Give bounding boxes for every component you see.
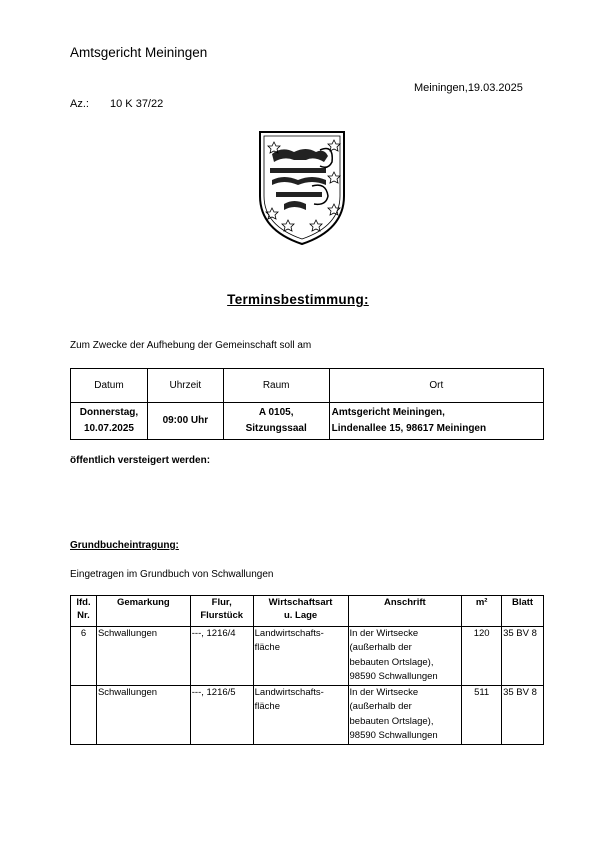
document-heading: Terminsbestimmung:: [227, 292, 369, 307]
header-lfd-1: lfd.: [76, 597, 91, 608]
cell-blatt: 35 BV 8: [502, 627, 544, 686]
cell-m2: 120: [462, 627, 502, 686]
intro-text: Zum Zwecke der Aufhebung der Gemeinschaft soll am: [70, 340, 312, 351]
land-header-row: [71, 596, 544, 627]
ort-line-2: Lindenallee 15, 98617 Meiningen: [331, 423, 487, 434]
header-lfd-2: Nr.: [77, 610, 90, 621]
wirtschaft-line-2: fläche: [254, 701, 280, 713]
case-reference: [70, 98, 163, 110]
anschrift-line-2: (außerhalb der: [349, 642, 412, 654]
cell-flur: ---, 1216/4: [190, 627, 253, 686]
cell-gemarkung: Schwallungen: [96, 686, 190, 745]
header-raum: Raum: [223, 369, 329, 403]
cell-blatt: 35 BV 8: [502, 686, 544, 745]
anschrift-line-1: In der Wirtsecke: [349, 628, 419, 639]
anschrift-line-4: 98590 Schwallungen: [349, 671, 438, 683]
cell-datum: [71, 403, 148, 440]
land-register-table: [70, 595, 544, 745]
az-label: Az.:: [70, 98, 89, 110]
cell-anschrift: [348, 686, 462, 745]
land-register-note: Eingetragen im Grundbuch von Schwallungen: [70, 569, 274, 580]
cell-uhrzeit: 09:00 Uhr: [147, 403, 223, 440]
header-datum: Datum: [71, 369, 148, 403]
wirtschaft-line-1: Landwirtschafts-: [254, 628, 324, 639]
table-row: [71, 686, 544, 745]
anschrift-line-4: 98590 Schwallungen: [349, 730, 438, 742]
cell-lfd: 6: [71, 627, 97, 686]
anschrift-line-2: (außerhalb der: [349, 701, 412, 713]
thuringia-coat-of-arms: [254, 126, 350, 248]
anschrift-line-3: bebauten Ortslage),: [349, 715, 434, 727]
header-wirtschaft-1: Wirtschaftsart: [268, 597, 333, 608]
table-row: [71, 627, 544, 686]
datum-line-1: Donnerstag,: [79, 407, 139, 418]
anschrift-line-3: bebauten Ortslage),: [349, 656, 434, 668]
wirtschaft-line-1: Landwirtschafts-: [254, 687, 324, 698]
cell-gemarkung: Schwallungen: [96, 627, 190, 686]
header-gemarkung: Gemarkung: [96, 596, 190, 627]
appointment-table: [70, 368, 544, 440]
raum-line-2: Sitzungssaal: [245, 423, 307, 434]
appointment-header-row: [71, 369, 544, 403]
court-title: Amtsgericht Meiningen: [70, 45, 208, 60]
cell-m2: 511: [462, 686, 502, 745]
raum-line-1: A 0105,: [258, 407, 294, 418]
header-flur: [190, 596, 253, 627]
cell-raum: [223, 403, 329, 440]
land-register-heading: Grundbucheintragung:: [70, 540, 179, 551]
auction-statement: öffentlich versteigert werden:: [70, 455, 211, 466]
ort-line-1: Amtsgericht Meiningen,: [331, 407, 445, 418]
header-wirtschaft-2: u. Lage: [283, 610, 318, 621]
cell-ort: [329, 403, 543, 440]
header-wirtschaftsart: [253, 596, 348, 627]
header-blatt: Blatt: [502, 596, 544, 627]
appointment-row: [71, 403, 544, 440]
cell-wirtschaftsart: [253, 627, 348, 686]
header-flur-2: Flurstück: [200, 610, 244, 621]
cell-lfd: [71, 686, 97, 745]
header-flur-1: Flur,: [211, 597, 232, 608]
header-m2: m²: [462, 596, 502, 627]
header-uhrzeit: Uhrzeit: [147, 369, 223, 403]
datum-line-2: 10.07.2025: [83, 423, 134, 434]
cell-flur: ---, 1216/5: [190, 686, 253, 745]
cell-wirtschaftsart: [253, 686, 348, 745]
anschrift-line-1: In der Wirtsecke: [349, 687, 419, 698]
cell-anschrift: [348, 627, 462, 686]
wirtschaft-line-2: fläche: [254, 642, 280, 654]
header-anschrift: Anschrift: [348, 596, 462, 627]
header-lfd: [71, 596, 97, 627]
az-value: 10 K 37/22: [110, 98, 164, 110]
place-date: Meiningen,19.03.2025: [414, 82, 523, 94]
header-ort: Ort: [329, 369, 543, 403]
